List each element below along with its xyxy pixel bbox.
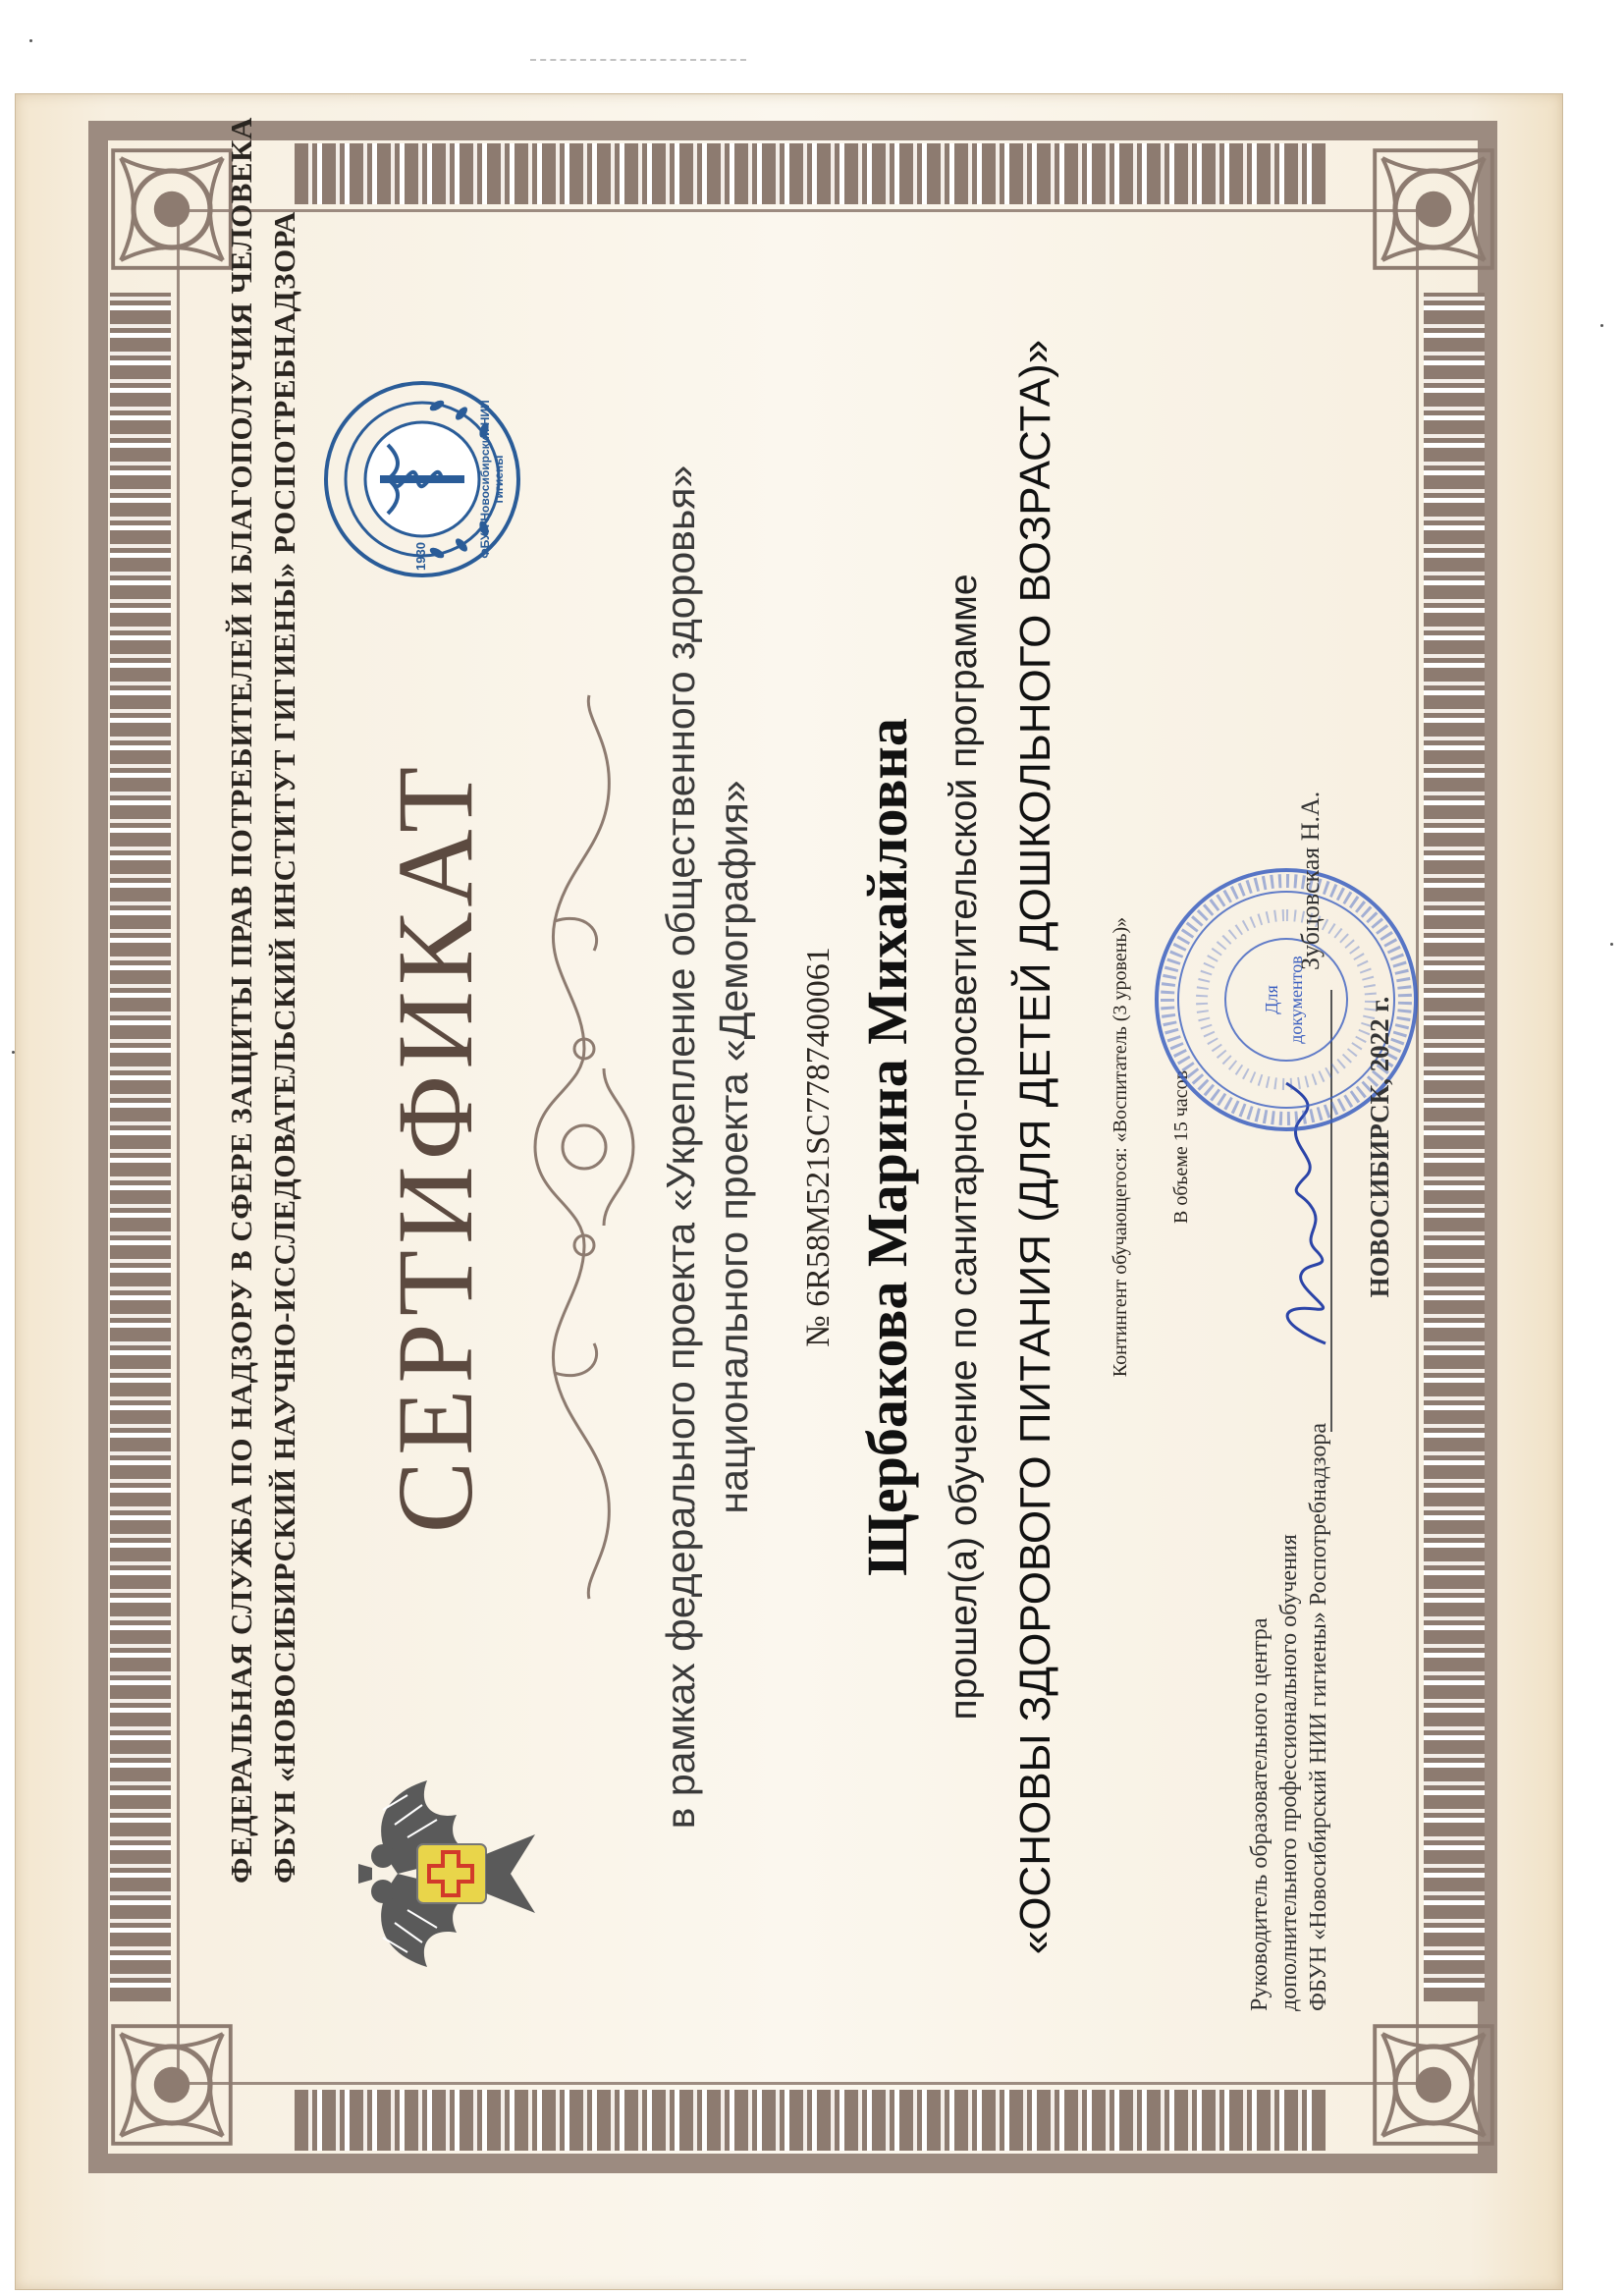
city-year: НОВОСИБИРСК, 2022 г. — [1365, 996, 1394, 1298]
corner-ornament-icon — [1370, 2021, 1497, 2149]
recipient-name: Щербакова Марина Михайловна — [855, 718, 919, 1576]
stamp-text-line1: Для — [1262, 985, 1281, 1014]
program-title: «ОСНОВЫ ЗДОРОВОГО ПИТАНИЯ (ДЛЯ ДЕТЕЙ ДОШКОЛЬНОГО ВОЗРАСТА)» — [1011, 339, 1059, 1955]
volume-text: В объеме 15 часов — [1170, 1069, 1192, 1225]
title-ornament-icon — [515, 676, 653, 1618]
signer-name: Зубцовская Н.А. — [1296, 791, 1325, 970]
border-band-right — [295, 143, 1326, 204]
stamp-text-line2: документов — [1286, 956, 1306, 1044]
project-line1: в рамках федерального проекта «Укрепление общественного здоровья» — [658, 465, 703, 1830]
signer-line1: Руководитель образовательного центра — [1247, 1617, 1272, 2011]
corner-ornament-icon — [1370, 145, 1497, 273]
border-band-bottom — [1424, 293, 1485, 2001]
seal-text: ФБУН Новосибирский НИИ гигиены — [478, 400, 506, 559]
border-band-left — [295, 2090, 1326, 2151]
contingent-text: Контингент обучающегося: «Воспитатель (3 уровень)» — [1110, 916, 1131, 1378]
certificate-title: СЕРТИФИКАТ — [375, 760, 495, 1534]
seal-year: 1930 — [413, 542, 428, 571]
completion-text: прошел(а) обучение по санитарно-просветительской программе — [943, 574, 985, 1721]
corner-ornament-icon — [108, 2021, 236, 2149]
border-band-top — [110, 293, 171, 2001]
signer-position — [1245, 1423, 1333, 2011]
signer-line3: ФБУН «Новосибирский НИИ гигиены» Роспотребнадзора — [1306, 1422, 1331, 2011]
certificate-number: № 6R58M521SC7787400061 — [800, 947, 837, 1347]
signer-line2: дополнительного профессионального обучения — [1276, 1534, 1302, 2011]
agency-name-line2: ФБУН «НОВОСИБИРСКИЙ НАУЧНО-ИССЛЕДОВАТЕЛЬСКИЙ ИНСТИТУТ ГИГИЕНЫ» РОСПОТРЕБНАДЗОРА — [267, 211, 301, 1884]
project-line2: национального проекта «Демография» — [711, 780, 756, 1514]
agency-name-line1: ФЕДЕРАЛЬНАЯ СЛУЖБА ПО НАДЗОРУ В СФЕРЕ ЗАЩИТЫ ПРАВ ПОТРЕБИТЕЛЕЙ И БЛАГОПОЛУЧИЯ ЧЕЛОВЕКА — [224, 117, 258, 1884]
rospotrebnadzor-emblem-icon — [339, 1776, 555, 1972]
corner-ornament-icon — [108, 145, 236, 273]
